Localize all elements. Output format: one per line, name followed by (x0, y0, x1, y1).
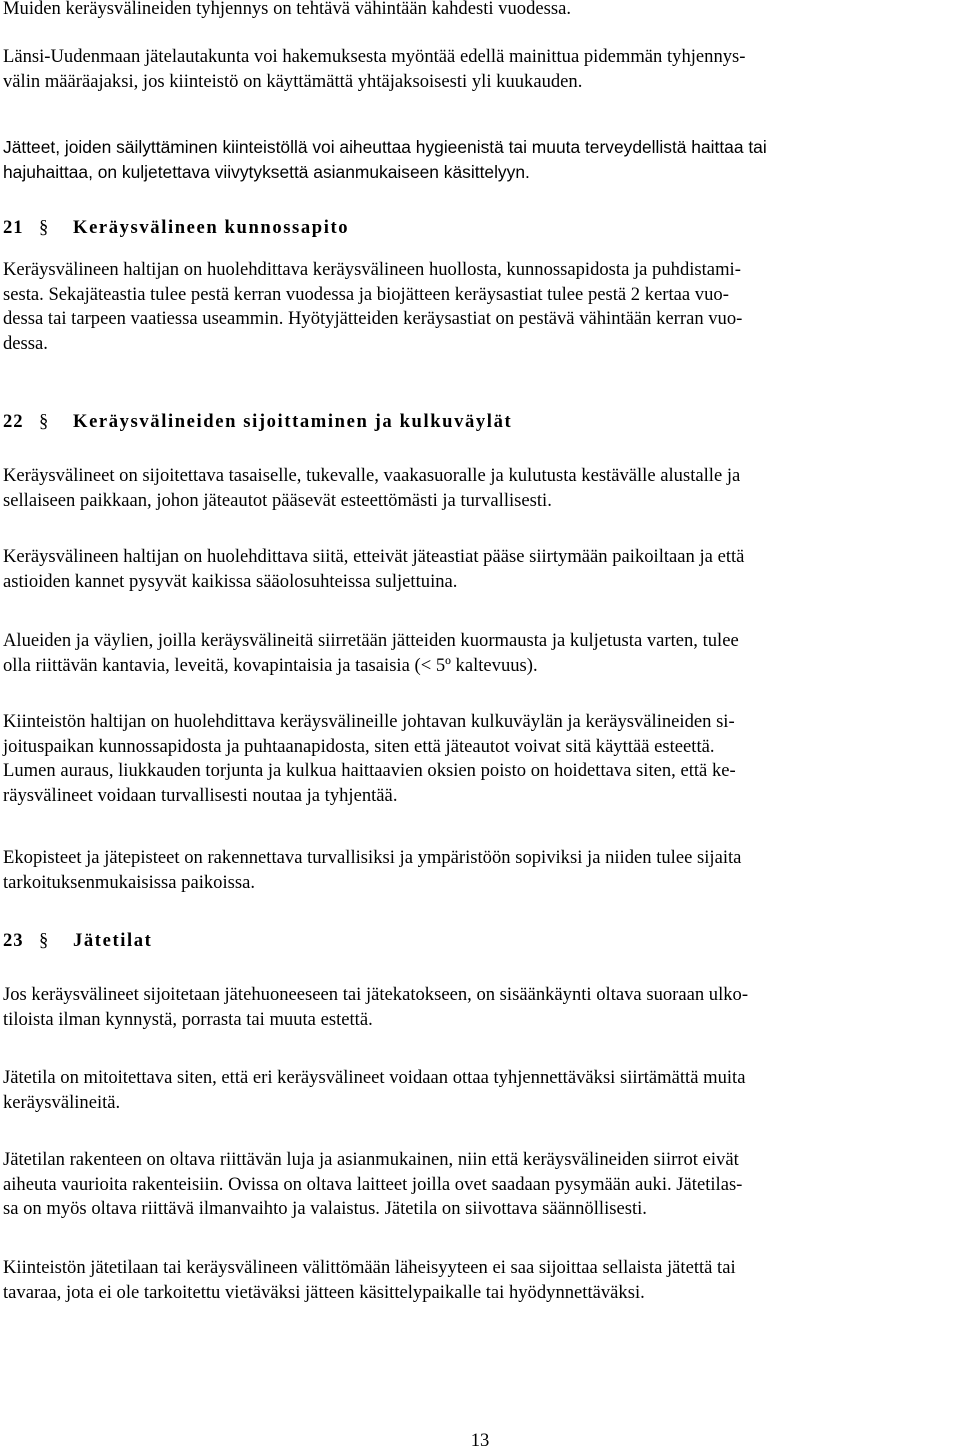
section-heading-22 (3, 410, 512, 435)
paragraph: Länsi-Uudenmaan jätelautakunta voi hakemuksesta myöntää edellä mainittua pidemmän tyhjennys- välin määräajaksi, jos kiinteistö on käyttämättä yhtäjaksoisesti yli kuukauden. (3, 46, 746, 92)
section-number: 23 (3, 930, 24, 951)
section-symbol: § (39, 411, 50, 432)
page-number: 13 (470, 1430, 490, 1451)
paragraph: Keräysvälineen haltijan on huolehdittava keräysvälineen huollosta, kunnossapidosta ja puhdistami- sesta. Sekajäteastia tulee pestä kerran vuodessa ja biojätteen keräysastiat tulee pestä 2 kertaa vuo- dessa tai tarpeen vaatiessa useammin. Hyötyjätteiden keräysastiat on pestävä vähintään kerran vuo- dessa. (3, 259, 743, 354)
paragraph: Jätetila on mitoitettava siten, että eri keräysvälineet voidaan ottaa tyhjennettäväksi siirtämättä muita keräysvälineitä. (3, 1067, 746, 1113)
paragraph: Kiinteistön haltijan on huolehdittava keräysvälineille johtavan kulkuväylän ja keräysvälineiden si- joituspaikan kunnossapidosta ja puhtaanapidosta, siten että jäteautot voivat sitä käyttää esteettä. Lumen auraus, liukkauden torjunta ja kulkua haittaavien oksien poisto on hoidettava siten, että ke- räysvälineet voidaan turvallisesti noutaa ja tyhjentää. (3, 711, 736, 806)
paragraph: Keräysvälineen haltijan on huolehdittava siitä, etteivät jäteastiat pääse siirtymään paikoiltaan ja että astioiden kannet pysyvät kaikissa sääolosuhteissa suljettuina. (3, 546, 745, 592)
section-symbol: § (39, 217, 50, 238)
paragraph: Jätetilan rakenteen on oltava riittävän luja ja asianmukainen, niin että keräysvälineiden siirrot eivät aiheuta vaurioita rakenteisiin. Ovissa on oltava laitteet joilla ovet saadaan pysymään auki. Jätetilas- sa on myös oltava riittävä ilmanvaihto ja valaistus. Jätetila on siivottava säännöllisesti. (3, 1149, 743, 1219)
section-title: Keräysvälineiden sijoittaminen ja kulkuväylät (73, 411, 513, 432)
paragraph: Jätteet, joiden säilyttäminen kiinteistöllä voi aiheuttaa hygieenistä tai muuta terveydellistä haittaa tai hajuhaittaa, on kuljetettava viivytyksettä asianmukaiseen käsittelyyn. (3, 137, 767, 182)
paragraph: Muiden keräysvälineiden tyhjennys on tehtävä vähintään kahdesti vuodessa. (3, 0, 571, 19)
paragraph: Kiinteistön jätetilaan tai keräysvälineen välittömään läheisyyteen ei saa sijoittaa sellaista jätettä tai tavaraa, jota ei ole tarkoitettu vietäväksi jätteen käsittelypaikalle tai hyödynnettäväksi. (3, 1257, 736, 1303)
section-title: Keräysvälineen kunnossapito (73, 217, 350, 238)
section-number: 22 (3, 411, 24, 432)
paragraph: Ekopisteet ja jätepisteet on rakennettava turvallisiksi ja ympäristöön sopiviksi ja niiden tulee sijaita tarkoituksenmukaisissa paikoissa. (3, 847, 742, 893)
paragraph: Alueiden ja väylien, joilla keräysvälineitä siirretään jätteiden kuormausta ja kuljetusta varten, tulee olla riittävän kantavia, leveitä, kovapintaisia ja tasaisia (< 5º kaltevuus). (3, 630, 739, 676)
paragraph: Keräysvälineet on sijoitettava tasaiselle, tukevalle, vaakasuoralle ja kulutusta kestävälle alustalle ja sellaiseen paikkaan, johon jäteautot pääsevät esteettömästi ja turvallisesti. (3, 465, 741, 511)
section-number: 21 (3, 217, 24, 238)
paragraph: Jos keräysvälineet sijoitetaan jätehuoneeseen tai jätekatokseen, on sisäänkäynti oltava suoraan ulko- tiloista ilman kynnystä, porrasta tai muuta estettä. (3, 984, 749, 1030)
section-heading-23 (3, 929, 152, 954)
section-title: Jätetilat (73, 930, 153, 951)
section-heading-21 (3, 216, 349, 241)
section-symbol: § (39, 930, 50, 951)
